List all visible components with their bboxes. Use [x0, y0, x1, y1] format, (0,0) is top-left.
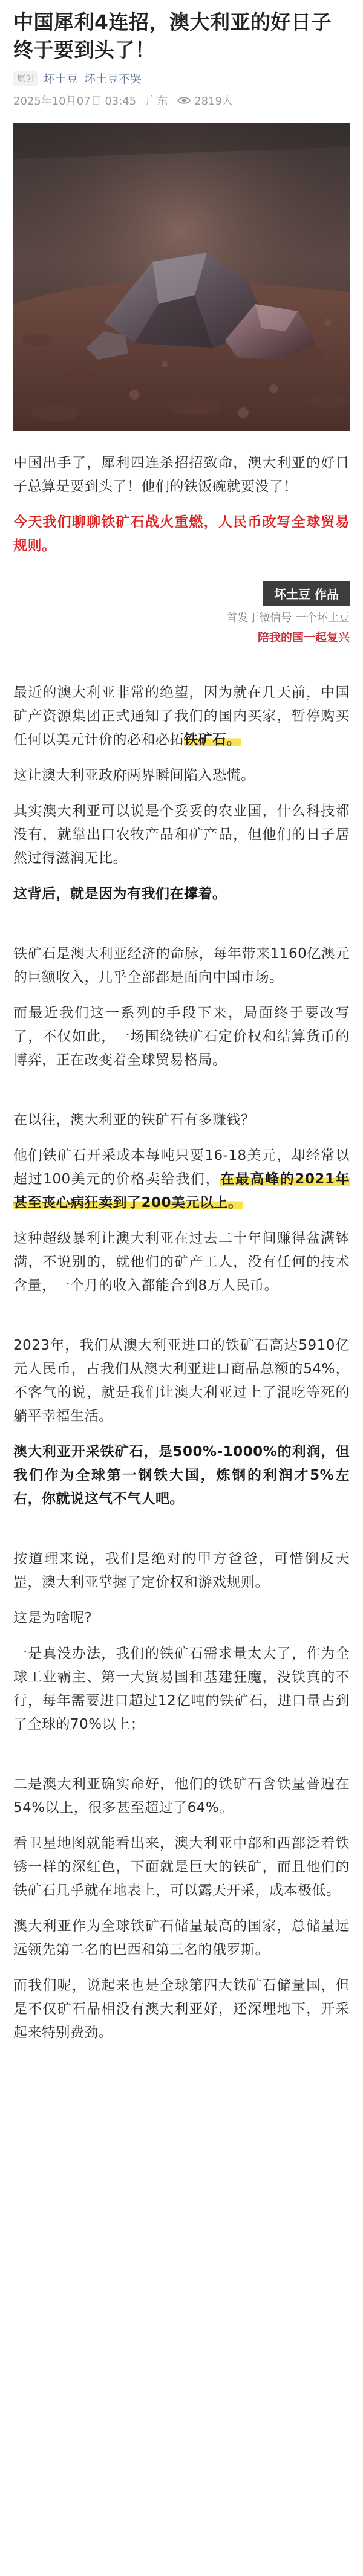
paragraph: 在以往，澳大利亚的铁矿石有多赚钱？ — [13, 1112, 255, 1128]
paragraph: 2023年，我们从澳大利亚进口的铁矿石高达5910亿元人民币，占我们从澳大利亚进口商品总额的54%，不客气的说，就是我们让澳大利亚过上了混吃等死的躺平幸福生活。 — [13, 1338, 350, 1424]
paragraph: 一是真没办法，我们的铁矿石需求量太大了，作为全球工业霸主、第一大贸易国和基建狂魔，没铁真的不行，每年需要进口超过12亿吨的铁矿石，进口量占到了全球的70%以上； — [13, 1646, 350, 1732]
paragraph: 看卫星地图就能看出来，澳大利亚中部和西部泛着铁锈一样的深红色，下面就是巨大的铁矿，而且他们的铁矿石几乎就在地表上，可以露天开采，成本极低。 — [13, 1836, 350, 1898]
paragraph: 中国出手了，犀利四连杀招招致命，澳大利亚的好日子总算是要到头了！他们的铁饭碗就要没了！ — [13, 455, 350, 494]
paragraph-text: 最近的澳大利亚非常的绝望，因为就在几天前，中国矿产资源集团正式通知了我们的国内买家，暂停购买任何以美元计价的必和必拓 — [13, 685, 350, 748]
byline — [0, 64, 363, 86]
account-name[interactable]: 坏土豆不哭 — [84, 73, 142, 86]
inline-highlight: 在最高峰的2021年甚至丧心病狂卖到了200美元以上。 — [13, 1171, 350, 1211]
paragraph: 这让澳大利亚政府两界瞬间陷入恐慌。 — [13, 768, 255, 783]
paragraph: 铁矿石是澳大利亚经济的命脉，每年带来1160亿澳元的巨额收入，几乎全部都是面向中国市场。 — [13, 946, 350, 985]
author-credit — [0, 581, 350, 645]
bold-paragraph: 澳大利亚开采铁矿石，是500%-1000%的利润，但我们作为全球第一钢铁大国，炼钢的利润才5%左右，你就说这气不气人吧。 — [13, 1444, 350, 1507]
article-meta — [0, 86, 363, 108]
original-tag: 原创 — [13, 71, 38, 86]
credit-badge: 坏土豆 作品 — [263, 581, 350, 606]
article-title: 中国犀利4连招，澳大利亚的好日子终于要到头了！ — [13, 10, 332, 62]
iron-ore-photo — [13, 123, 350, 431]
article-body-main — [0, 645, 363, 2045]
paragraph: 二是澳大利亚确实命好，他们的铁矿石含铁量普遍在54%以上，很多甚至超过了64%。 — [13, 1776, 350, 1816]
paragraph — [13, 1144, 350, 1215]
eye-icon — [177, 95, 191, 105]
credit-subtitle: 首发于微信号 一个坏土豆 — [226, 612, 350, 624]
paragraph: 而我们呢，说起来也是全球第四大铁矿石储量国，但是不仅矿石品相没有澳大利亚好，还深埋地下，开采起来特别费劲。 — [13, 1978, 350, 2040]
paragraph-text: 他们铁矿石开采成本每吨只要16-18美元，却经常以超过100美元的价格卖给我们， — [13, 1148, 350, 1187]
publish-location: 广东 — [146, 95, 168, 108]
paragraph: 按道理来说，我们是绝对的甲方爸爸，可惜倒反天罡，澳大利亚掌握了定价权和游戏规则。 — [13, 1551, 350, 1590]
inline-highlight: 铁矿石。 — [184, 732, 241, 748]
credit-slogan: 陪我的国一起复兴 — [257, 631, 350, 644]
paragraph: 澳大利亚作为全球铁矿石储量最高的国家，总储量远远领先第二名的巴西和第三名的俄罗斯。 — [13, 1918, 350, 1958]
paragraph: 其实澳大利亚可以说是个妥妥的农业国，什么科技都没有，就靠出口农牧产品和矿产品，但他们的日子居然过得滋润无比。 — [13, 803, 350, 866]
publish-date: 2025年10月07日 03:45 — [13, 95, 137, 108]
bold-paragraph: 这背后，就是因为有我们在撑着。 — [13, 886, 227, 902]
view-count-text: 2819人 — [194, 95, 234, 108]
article-body — [0, 431, 363, 558]
paragraph: 这种超级暴利让澳大利亚在过去二十年间赚得盆满钵满，不说别的，就他们的矿产工人，没有任何的技术含量，一个月的收入都能合到8万人民币。 — [13, 1231, 350, 1293]
paragraph: 而最近我们这一系列的手段下来，局面终于要改写了，不仅如此，一场围绕铁矿石定价权和结算货币的博弈，正在改变着全球贸易格局。 — [13, 1005, 350, 1068]
paragraph — [13, 681, 350, 752]
author-name[interactable]: 坏土豆 — [44, 73, 79, 86]
lead-highlight: 今天我们聊聊铁矿石战火重燃，人民币改写全球贸易规则。 — [13, 514, 350, 554]
view-count — [177, 92, 233, 108]
paragraph: 这是为啥呢? — [13, 1610, 93, 1626]
